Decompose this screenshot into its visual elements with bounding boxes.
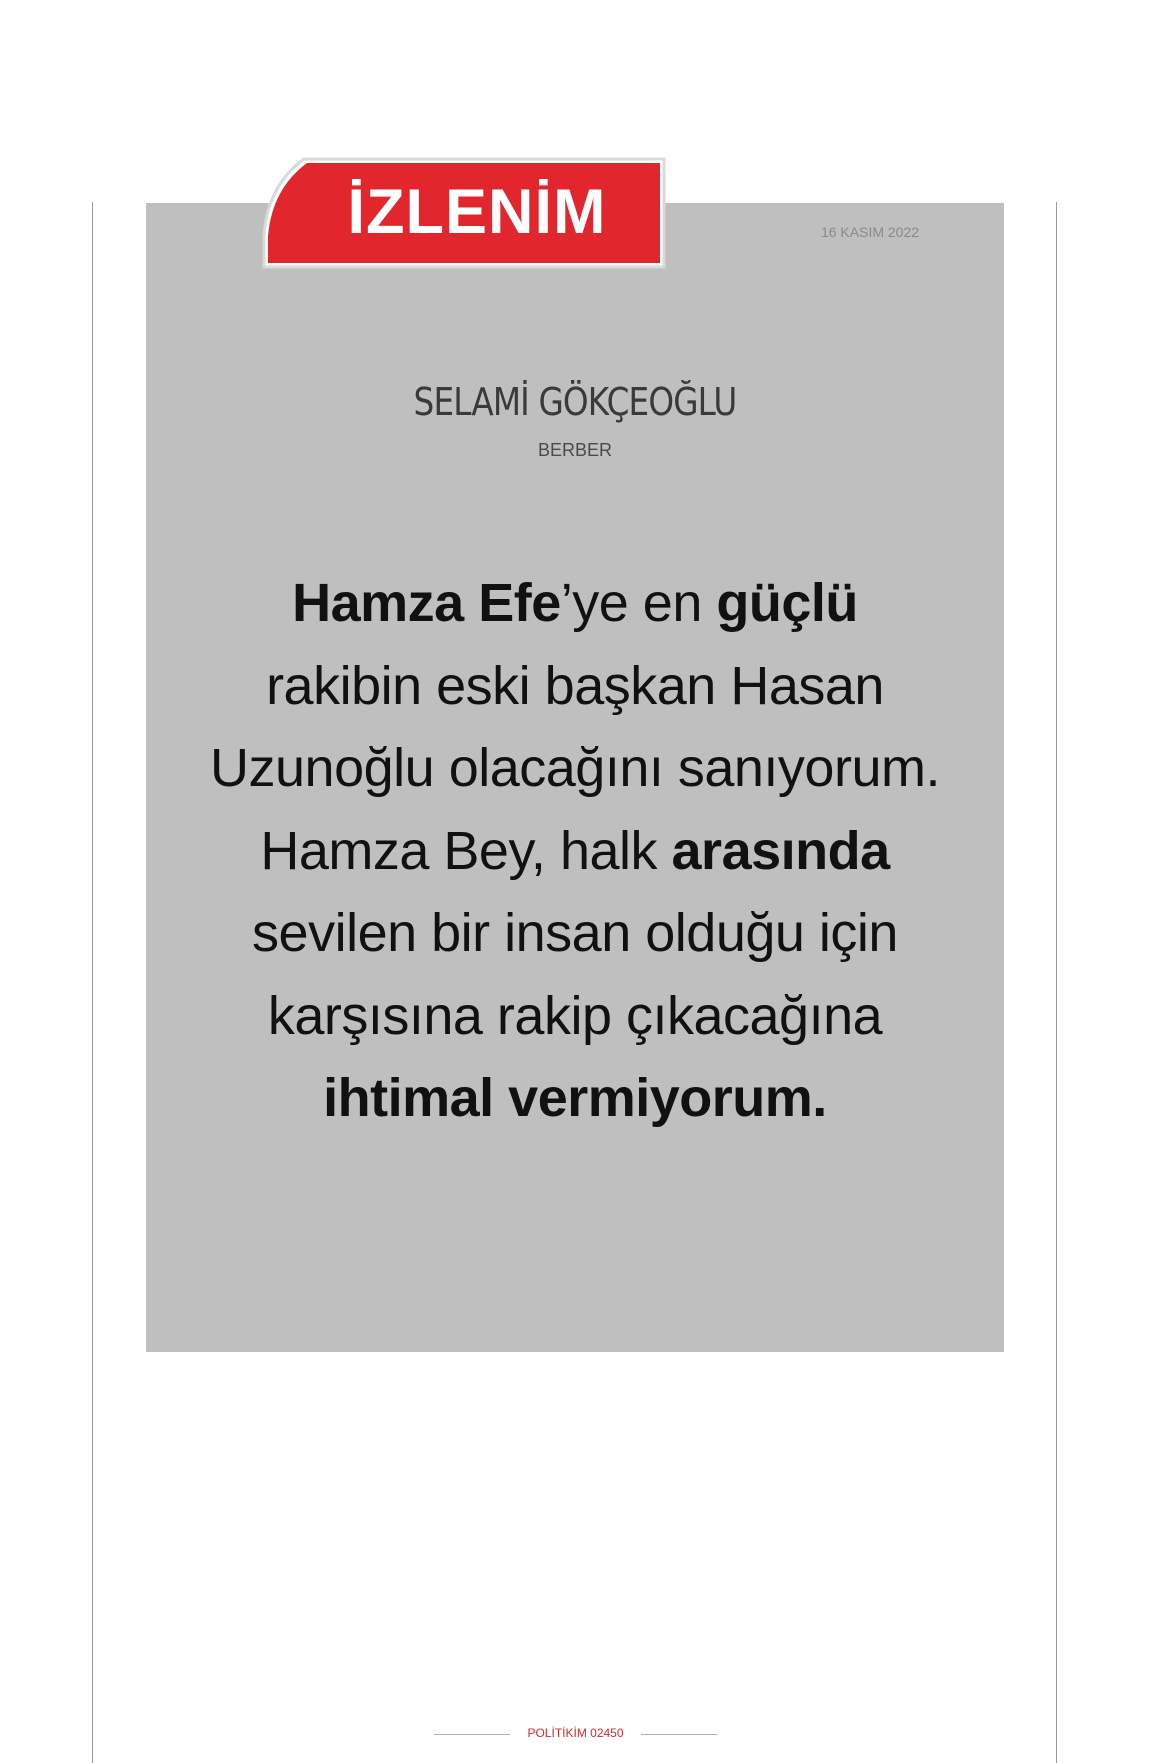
quote-emphasis: Hamza Efe xyxy=(292,573,561,633)
footer-rule-right xyxy=(641,1734,717,1735)
quote-run: ’ye en xyxy=(560,573,717,633)
left-margin-rule xyxy=(92,202,93,1763)
quote-run: rakibin eski başkan Hasan xyxy=(266,655,884,716)
quote-emphasis: güçlü xyxy=(716,573,858,633)
publish-date: 16 KASIM 2022 xyxy=(820,224,920,240)
quote-emphasis: arasında xyxy=(671,820,890,881)
quote-run: karşısına rakip çıkacağına xyxy=(267,985,883,1046)
quote-run: Uzunoğlu olacağını sanıyorum. xyxy=(210,738,940,798)
quote-run: Hamza Bey, halk xyxy=(260,820,672,881)
quote-line xyxy=(176,645,974,728)
right-margin-rule xyxy=(1056,202,1057,1763)
brand-label: İZLENİM xyxy=(347,177,607,247)
quote-run: sevilen bir insan olduğu için xyxy=(252,903,898,963)
footer xyxy=(0,1724,1150,1744)
quote-line xyxy=(176,892,974,975)
footer-label: POLİTİKİM 02450 xyxy=(527,1726,624,1740)
author-role: BERBER xyxy=(537,440,613,460)
quote-line xyxy=(176,975,974,1058)
quote-line xyxy=(176,1057,974,1140)
brand-tab xyxy=(262,155,667,271)
footer-rule-left xyxy=(434,1734,510,1735)
author-name: SELAMİ GÖKÇEOĞLU xyxy=(413,380,737,424)
quote-line xyxy=(176,810,974,893)
quote-line xyxy=(176,562,974,645)
quote-line xyxy=(176,727,974,810)
quote-text xyxy=(176,562,974,1140)
quote-emphasis: ihtimal vermiyorum. xyxy=(323,1068,827,1128)
